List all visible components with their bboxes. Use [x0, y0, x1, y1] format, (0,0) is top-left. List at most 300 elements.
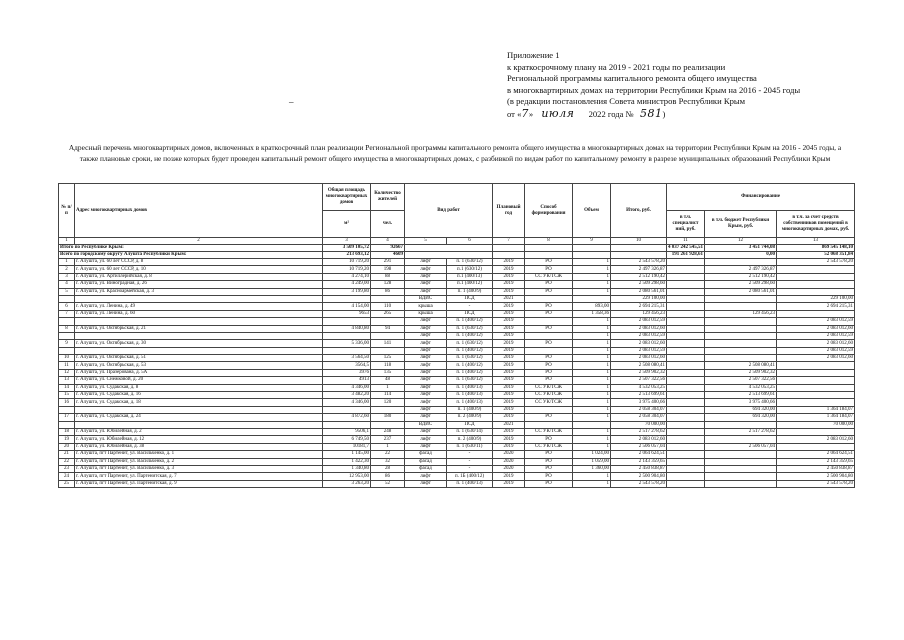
table-cell: 9653 — [323, 310, 371, 317]
table-cell: лифт — [405, 273, 447, 280]
table-cell: 1 145,00 — [323, 451, 371, 458]
table-cell: ПСД — [447, 295, 493, 302]
table-cell — [705, 355, 777, 362]
table-cell: 2019 — [493, 428, 525, 435]
header-residents: Количество жителей — [371, 184, 405, 211]
table-cell — [525, 347, 573, 354]
table-cell: 1 059,00 — [573, 458, 611, 465]
table-cell: 32 — [371, 458, 405, 465]
table-cell: 3 199,80 — [323, 288, 371, 295]
table-cell: 2 506 057,04 — [705, 443, 777, 450]
total-cell: 3 451 744,08 — [705, 245, 777, 252]
table-cell: лифт — [405, 325, 447, 332]
table-cell: 1 — [573, 273, 611, 280]
table-cell: 2 517 278,62 — [611, 428, 667, 435]
table-cell — [777, 310, 855, 317]
table-cell — [777, 369, 855, 376]
appendix-line: (в редакции постановления Совета министров Республики Крым — [507, 96, 746, 107]
table-cell: 291 — [371, 259, 405, 266]
table-cell: 2 — [59, 266, 75, 273]
table-row — [59, 392, 855, 399]
total-cell: 92667 — [371, 245, 405, 252]
table-row — [59, 266, 855, 273]
table-cell — [525, 332, 573, 339]
table-cell — [667, 362, 705, 369]
table-cell: 2019 — [493, 377, 525, 384]
column-number-cell: 5 — [405, 238, 447, 245]
table-cell: 2 694 215,31 — [777, 303, 855, 310]
table-cell: 2 517 278,62 — [705, 428, 777, 435]
table-cell: 1 — [573, 428, 611, 435]
table-cell: лифт — [405, 281, 447, 288]
table-cell — [777, 288, 855, 295]
table-cell: 1 — [573, 406, 611, 413]
table-cell: 2 450 838,87 — [777, 465, 855, 472]
table-cell: 198 — [371, 266, 405, 273]
table-cell: 2021 — [493, 421, 525, 428]
table-row — [59, 259, 855, 266]
column-number-cell: 13 — [777, 238, 855, 245]
table-cell — [705, 480, 777, 487]
table-cell — [667, 273, 705, 280]
table-cell: 24 — [59, 473, 75, 480]
table-cell — [667, 266, 705, 273]
table-cell — [667, 480, 705, 487]
table-row — [59, 295, 855, 302]
table-cell: РО — [525, 377, 573, 384]
table-cell — [777, 443, 855, 450]
total-cell: 869 545 148,10 — [777, 245, 855, 252]
table-cell: 1 — [573, 414, 611, 421]
table-cell: 1 360,00 — [573, 465, 611, 472]
table-cell — [525, 421, 573, 428]
table-cell: 10181,7 — [323, 443, 371, 450]
table-cell: 3976 — [323, 369, 371, 376]
table-cell — [667, 325, 705, 332]
table-cell: 25 — [59, 480, 75, 487]
table-cell: 8 — [59, 325, 75, 332]
table-cell: - — [447, 465, 493, 472]
table-row — [59, 428, 855, 435]
table-cell: 3 975 400,66 — [611, 399, 667, 406]
table-row — [59, 347, 855, 354]
table-cell: 70 000,00 — [611, 421, 667, 428]
table-cell: 3 975 400,66 — [705, 399, 777, 406]
table-cell: 2 080 561,01 — [705, 288, 777, 295]
table-cell — [777, 428, 855, 435]
total-cell — [573, 245, 611, 252]
table-cell: г. Алушта, ул. Судакская, д. 24 — [75, 414, 323, 421]
table-cell: лифт — [405, 332, 447, 339]
table-cell — [573, 421, 611, 428]
table-cell: 2019 — [493, 362, 525, 369]
table-cell: п.1 (400/12) — [447, 281, 493, 288]
table-cell: 2019 — [493, 473, 525, 480]
date-close: ) — [662, 108, 666, 119]
table-cell: г. Алушта, ул. Ленина, д. 60 — [75, 310, 323, 317]
table-cell — [667, 392, 705, 399]
table-cell: п. 1 (400/13) — [447, 392, 493, 399]
table-cell: г. Алушта, ул. Юбилейная, д. 12 — [75, 436, 323, 443]
table-cell: 1 — [573, 443, 611, 450]
column-number-cell: 4 — [371, 238, 405, 245]
total-row — [59, 245, 855, 252]
table-cell — [667, 414, 705, 421]
table-cell: 1 — [371, 384, 405, 391]
table-cell: ПСД — [447, 310, 493, 317]
total-cell — [493, 252, 525, 259]
column-number-cell: 8 — [525, 238, 573, 245]
table-cell: РО — [525, 436, 573, 443]
table-cell — [705, 436, 777, 443]
table-row — [59, 458, 855, 465]
table-cell: 21 — [59, 451, 75, 458]
handwritten-number: 581 — [639, 106, 663, 120]
table-cell: п. 1 (400/12) — [447, 362, 493, 369]
table-row — [59, 355, 855, 362]
table-cell: 1 — [573, 369, 611, 376]
total-cell: 4609 — [371, 252, 405, 259]
table-cell: 118 — [371, 362, 405, 369]
table-cell: 2 543 578,20 — [611, 259, 667, 266]
table-cell: 4 346,00 — [323, 384, 371, 391]
table-cell: ПСД — [447, 421, 493, 428]
table-cell: 3564,5 — [323, 362, 371, 369]
table-cell: 2019 — [493, 288, 525, 295]
table-cell: г. Алушта, ул. Юбилейная, д. 2 — [75, 428, 323, 435]
table-cell: ВДИС — [405, 421, 447, 428]
table-cell: 2019 — [493, 303, 525, 310]
table-cell: 237 — [371, 436, 405, 443]
column-number-cell: 2 — [75, 238, 323, 245]
table-cell: 2019 — [493, 384, 525, 391]
table-cell: 2 083 012,59 — [777, 347, 855, 354]
table-cell: РО — [525, 325, 573, 332]
table-cell: п. 1 (400/13) — [447, 384, 493, 391]
column-number-cell: 6 — [447, 238, 493, 245]
table-cell: 4 — [59, 281, 75, 288]
date-year: 2022 года № — [588, 108, 634, 119]
table-cell: г. Алушта, пгт Партенит, ул. Партенитская, д. 9 — [75, 480, 323, 487]
total-cell — [405, 245, 493, 252]
table-cell: 17 — [59, 414, 75, 421]
table-cell: 2 083 012,60 — [777, 436, 855, 443]
table-cell: РО — [525, 266, 573, 273]
margin-dash: – — [289, 97, 294, 107]
table-cell: г. Алушта, ул. Судакская, д. 18 — [75, 399, 323, 406]
table-cell — [705, 473, 777, 480]
table-cell: СС УК/ТСЖ — [525, 399, 573, 406]
table-cell: 1 — [573, 399, 611, 406]
table-cell: 1 358,36 — [573, 310, 611, 317]
table-cell — [59, 332, 75, 339]
appendix-line: в многоквартирных домах на территории Республики Крым на 2016 - 2045 годы — [507, 84, 801, 95]
total-cell: 4 037 242 545,51 — [668, 245, 704, 251]
table-row — [59, 384, 855, 391]
table-row — [59, 465, 855, 472]
table-cell: лифт — [405, 399, 447, 406]
table-cell: СС УК/ТСЖ — [525, 273, 573, 280]
table-cell: п. 1 (630/12) — [447, 355, 493, 362]
total-cell: 52 068 351,84 — [777, 252, 855, 259]
address-table — [58, 183, 855, 488]
table-cell: 2019 — [493, 436, 525, 443]
header-address: Адрес многоквартирных домов — [75, 184, 323, 238]
table-cell — [777, 392, 855, 399]
date-mid: » — [528, 108, 534, 119]
table-cell: п. 2 (400/9) — [447, 436, 493, 443]
table-cell: 4 154,00 — [323, 303, 371, 310]
table-cell: 2020 — [493, 451, 525, 458]
table-cell: фасад — [405, 458, 447, 465]
table-cell: 3 263,20 — [323, 480, 371, 487]
table-cell — [667, 384, 705, 391]
table-cell: п.1 (630/12) — [447, 266, 493, 273]
table-cell: 2019 — [493, 369, 525, 376]
table-cell — [371, 332, 405, 339]
table-cell: п. 1 (400/12) — [447, 369, 493, 376]
table-cell: лифт — [405, 362, 447, 369]
header-year: Плановый год — [493, 184, 525, 238]
table-cell: г. Алушта, ул. Октябрьская, д. 53 — [75, 362, 323, 369]
table-cell: п. 1 (630/14) — [447, 428, 493, 435]
table-cell: п. 2 (400/9) — [447, 414, 493, 421]
table-cell — [573, 295, 611, 302]
table-cell: 1 — [573, 384, 611, 391]
table-cell: 129 456,23 — [611, 310, 667, 317]
table-cell: г. Алушта, пгт Партенит, ул. Васильченко, д. 1 — [75, 451, 323, 458]
table-cell: 19 — [59, 436, 75, 443]
table-cell: лифт — [405, 473, 447, 480]
table-row — [59, 473, 855, 480]
table-cell: РО — [525, 340, 573, 347]
table-cell: 22 — [371, 451, 405, 458]
table-cell: лифт — [405, 480, 447, 487]
table-cell: РО — [525, 288, 573, 295]
table-cell — [667, 355, 705, 362]
table-cell — [777, 362, 855, 369]
table-cell — [75, 295, 323, 302]
table-cell: г. Алушта, пгт Партенит, ул. Партенитская, д. 7 — [75, 473, 323, 480]
table-cell: лифт — [405, 406, 447, 413]
table-cell: 2 543 578,20 — [777, 480, 855, 487]
header-fin-c: в т.ч. за счет средств собственников помещений в многоквартирных домах, руб. — [777, 211, 855, 238]
table-cell — [667, 259, 705, 266]
table-cell: п. 1 (400/13) — [447, 480, 493, 487]
table-cell: 1 — [573, 377, 611, 384]
table-cell: РО — [525, 369, 573, 376]
table-cell: 23 — [59, 465, 75, 472]
table-cell — [323, 318, 371, 325]
table-cell: 3 482,20 — [323, 392, 371, 399]
table-row — [59, 281, 855, 288]
table-cell: 52 — [371, 480, 405, 487]
table-cell: г. Алушта, ул. Артиллерийская, д. 8 — [75, 273, 323, 280]
table-cell: 2 083 012,59 — [611, 332, 667, 339]
table-cell: 2 512 190,42 — [611, 273, 667, 280]
table-cell: 2019 — [493, 399, 525, 406]
table-cell: 2019 — [493, 325, 525, 332]
table-cell: г. Алушта, ул. Октябрьская, д. 21 — [75, 325, 323, 332]
table-cell: лифт — [405, 340, 447, 347]
table-cell: 86 — [371, 288, 405, 295]
table-cell — [667, 281, 705, 288]
table-cell: 1 — [573, 266, 611, 273]
table-row — [59, 340, 855, 347]
table-cell — [705, 347, 777, 354]
table-cell — [59, 318, 75, 325]
table-cell: 2019 — [493, 414, 525, 421]
total-cell — [525, 245, 573, 252]
appendix-line: Региональной программы капитального ремонта общего имущества — [507, 73, 757, 84]
header-method: Способ формирования — [525, 184, 573, 238]
table-cell: п. 1 (630/12) — [447, 340, 493, 347]
table-cell: г. Алушта, ул. 60 лет СССР, д. 8 — [75, 259, 323, 266]
table-cell: п. 1 (630/11) — [447, 443, 493, 450]
table-cell: 2 083 012,60 — [611, 325, 667, 332]
column-number-cell: 3 — [323, 238, 371, 245]
table-cell: 1 — [573, 473, 611, 480]
table-cell: 694 320,00 — [705, 414, 777, 421]
table-cell: 2 058 304,07 — [611, 414, 667, 421]
table-cell: п. 1 (400/12) — [447, 318, 493, 325]
table-cell — [75, 421, 323, 428]
table-cell: 13 — [59, 377, 75, 384]
table-cell — [777, 399, 855, 406]
table-row — [59, 332, 855, 339]
table-cell: 5 336,00 — [323, 340, 371, 347]
table-cell: 2019 — [493, 259, 525, 266]
table-cell — [705, 465, 777, 472]
table-cell: 2 058 304,07 — [611, 406, 667, 413]
table-cell: лифт — [405, 436, 447, 443]
table-cell: 2 080 561,01 — [611, 288, 667, 295]
table-cell — [525, 406, 573, 413]
table-cell — [667, 310, 705, 317]
table-cell: РО — [525, 414, 573, 421]
table-cell: 2 513 699,61 — [611, 392, 667, 399]
table-cell: лифт — [405, 443, 447, 450]
table-cell: 180 — [371, 414, 405, 421]
table-cell: лифт — [405, 377, 447, 384]
table-cell — [371, 406, 405, 413]
table-cell: 1 364 184,07 — [777, 414, 855, 421]
header-area: Общая площадь многоквартирных домов — [323, 184, 371, 211]
table-cell: 2 497 326,87 — [611, 266, 667, 273]
table-row — [59, 377, 855, 384]
table-cell: 28 — [371, 465, 405, 472]
table-cell — [667, 399, 705, 406]
table-cell: 12 — [59, 369, 75, 376]
total-row — [59, 252, 855, 259]
table-cell: 129 456,23 — [705, 310, 777, 317]
table-cell: 2 064 624,51 — [611, 451, 667, 458]
table-cell: 4 872,60 — [323, 414, 371, 421]
table-cell: п. 1 (630/12) — [447, 377, 493, 384]
column-number-cell: 10 — [611, 238, 667, 245]
table-cell: 2021 — [493, 295, 525, 302]
table-cell — [667, 377, 705, 384]
table-cell: 2 508 080,41 — [611, 362, 667, 369]
table-row — [59, 451, 855, 458]
table-cell: г. Алушта, ул. Юбилейная, д. 38 — [75, 443, 323, 450]
table-cell: п. 1 (400/12) — [447, 347, 493, 354]
table-cell: г. Алушта, ул. Снежковой, д. 20 — [75, 377, 323, 384]
table-cell: 2 513 699,61 — [705, 392, 777, 399]
table-cell: лифт — [405, 392, 447, 399]
table-cell: п. 1 (400/13) — [447, 399, 493, 406]
column-number-cell: 7 — [493, 238, 525, 245]
total-cell — [405, 252, 493, 259]
table-cell — [323, 295, 371, 302]
table-cell: 70 000,00 — [777, 421, 855, 428]
table-cell — [323, 406, 371, 413]
date-prefix: от « — [507, 108, 522, 119]
table-cell: 5 — [59, 288, 75, 295]
table-cell: 2 083 012,59 — [611, 318, 667, 325]
table-cell: 16 — [59, 399, 75, 406]
table-cell: 2 083 012,60 — [611, 340, 667, 347]
table-cell: 2019 — [493, 266, 525, 273]
table-row — [59, 421, 855, 428]
table-cell: 2019 — [493, 480, 525, 487]
table-cell — [75, 318, 323, 325]
table-cell: 2019 — [493, 318, 525, 325]
table-row — [59, 325, 855, 332]
table-cell: 1 340,80 — [323, 465, 371, 472]
appendix-block — [507, 50, 800, 121]
table-body — [59, 245, 855, 488]
total-cell: 3 509 105,72 — [323, 245, 371, 252]
table-cell: 2019 — [493, 406, 525, 413]
table-cell: 2 083 012,59 — [777, 318, 855, 325]
table-cell: 2 450 838,87 — [611, 465, 667, 472]
table-cell: лифт — [405, 318, 447, 325]
table-cell: 1 — [573, 436, 611, 443]
table-cell — [667, 458, 705, 465]
table-cell: крыша — [405, 303, 447, 310]
table-cell: РО — [525, 355, 573, 362]
table-cell: 1 — [573, 281, 611, 288]
table-cell — [59, 421, 75, 428]
table-cell: лифт — [405, 414, 447, 421]
table-cell — [705, 303, 777, 310]
table-cell: 2019 — [493, 273, 525, 280]
table-cell — [667, 421, 705, 428]
total-cell: 0,00 — [705, 252, 777, 259]
table-cell: 265 — [371, 310, 405, 317]
table-cell: 18 — [59, 428, 75, 435]
table-cell — [371, 421, 405, 428]
table-cell — [59, 347, 75, 354]
table-cell: г. Алушта, ул. Судакская, д. 16 — [75, 392, 323, 399]
table-cell: 2 509 902,32 — [705, 369, 777, 376]
table-cell — [667, 406, 705, 413]
header-area-unit: м² — [323, 211, 371, 238]
table-cell: г. Алушта, ул. Ленина, д. 49 — [75, 303, 323, 310]
table-cell — [75, 332, 323, 339]
total-cell — [611, 245, 667, 252]
table-cell — [75, 406, 323, 413]
table-cell — [75, 347, 323, 354]
table-cell: крыша — [405, 310, 447, 317]
table-cell: 2019 — [493, 443, 525, 450]
total-cell — [573, 252, 611, 259]
table-cell: 4 346,00 — [323, 399, 371, 406]
table-cell — [59, 406, 75, 413]
table-cell — [667, 303, 705, 310]
table-row — [59, 310, 855, 317]
